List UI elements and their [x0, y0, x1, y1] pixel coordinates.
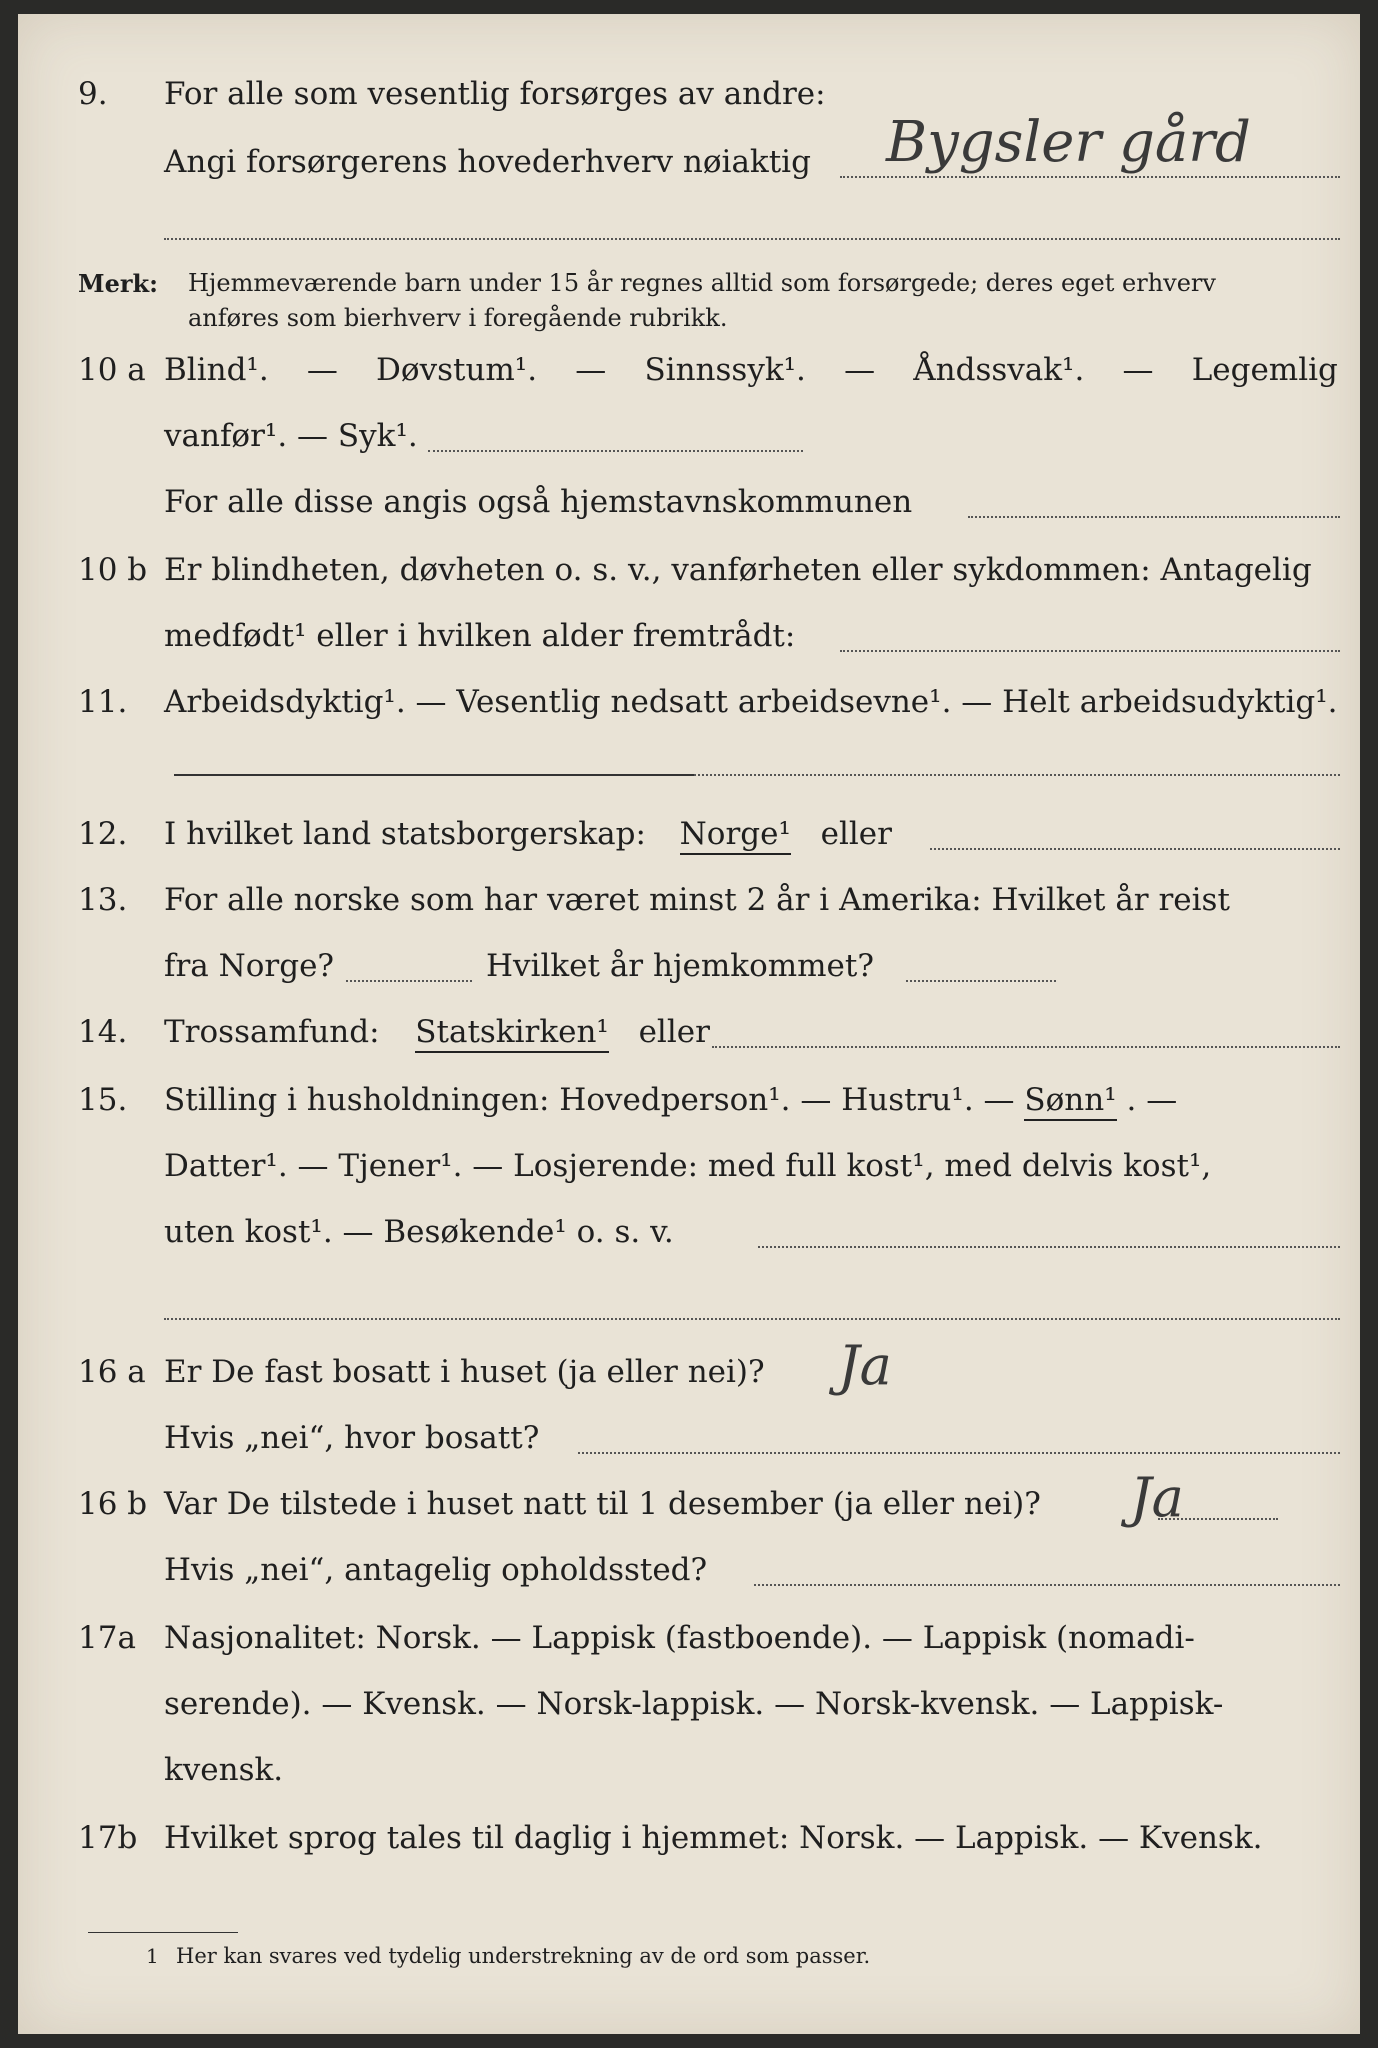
- q15-extra-line[interactable]: [164, 1318, 1340, 1320]
- q16a-bosatt-label: Hvis „nei“, hvor bosatt?: [164, 1420, 540, 1456]
- q13-number: 13.: [78, 882, 128, 918]
- q10a-hometown-label: For alle disse angis også hjemstavnskommunen: [164, 484, 913, 520]
- separator-left: [174, 774, 694, 776]
- q16b-opholdssted-label: Hvis „nei“, antagelig opholdssted?: [164, 1552, 708, 1588]
- q16b-handwritten-answer: Ja: [1130, 1466, 1184, 1529]
- q16b-opholdssted-line[interactable]: [754, 1584, 1340, 1586]
- q16a-number: 16 a: [78, 1354, 146, 1390]
- q16b-answer-line[interactable]: [1158, 1518, 1278, 1520]
- q15-line2: [18, 1148, 1360, 1198]
- q15-question: [164, 1082, 1177, 1118]
- dash: —: [1122, 352, 1154, 388]
- q13-hjemkommet-line[interactable]: [906, 980, 1056, 982]
- q12-prefix: I hvilket land statsborgerskap:: [164, 816, 646, 852]
- option-blind: Blind¹.: [164, 352, 269, 388]
- q10a-number: 10 a: [78, 352, 146, 388]
- q10b-question: Er blindheten, døvheten o. s. v., vanførheten eller sykdommen: Antagelig: [164, 552, 1312, 588]
- q17a-line1: [18, 1620, 1360, 1670]
- merk-text-line1: Hjemmeværende barn under 15 år regnes alltid som forsørgede; deres eget erhverv: [188, 269, 1216, 297]
- q17b-question: Hvilket sprog tales til daglig i hjemmet: Norsk. — Lappisk. — Kvensk.: [164, 1820, 1263, 1856]
- q10a-line3: [18, 484, 1360, 534]
- q12-norge-option[interactable]: Norge¹: [680, 816, 791, 855]
- q9-question: For alle som vesentlig forsørges av andre:: [164, 76, 826, 112]
- dash: —: [844, 352, 876, 388]
- q13-line1: [18, 882, 1360, 932]
- q13-line2: [18, 948, 1360, 998]
- q10a-vanfor-syk: vanfør¹. — Syk¹.: [164, 418, 418, 454]
- q10b-line2: [18, 618, 1360, 668]
- q16a-line1: [18, 1354, 1360, 1404]
- option-dovstum: Døvstum¹.: [376, 352, 538, 388]
- separator-right: [694, 774, 1340, 776]
- q16b-question: Var De tilstede i huset natt til 1 desember (ja eller nei)?: [164, 1486, 1041, 1522]
- option-andssvak: Åndssvak¹.: [913, 352, 1085, 388]
- q10a-hometown-line[interactable]: [968, 516, 1340, 518]
- q14-question: [164, 1014, 710, 1050]
- q12-answer-line[interactable]: [930, 848, 1340, 850]
- q13-question: For alle norske som har været minst 2 år i Amerika: Hvilket år reist: [164, 882, 1230, 918]
- q13-hjemkommet-label: Hvilket år hjemkommet?: [486, 948, 874, 984]
- dash: —: [306, 352, 338, 388]
- q15-sonn-option[interactable]: Sønn¹: [1024, 1082, 1116, 1121]
- q12-number: 12.: [78, 816, 128, 852]
- q9-answer-line[interactable]: [840, 176, 1340, 178]
- q17b-number: 17b: [78, 1820, 138, 1856]
- q13-reist-label: fra Norge?: [164, 948, 335, 984]
- footnote-text: Her kan svares ved tydelig understrekning av de ord som passer.: [176, 1944, 871, 1968]
- q9-provider-label: Angi forsørgerens hovederhverv nøiaktig: [164, 144, 811, 180]
- q11-options: Arbeidsdyktig¹. — Vesentlig nedsatt arbeidsevne¹. — Helt arbeidsudyktig¹.: [164, 684, 1338, 720]
- census-form-page: [18, 14, 1360, 2034]
- merk-label: Merk:: [78, 269, 158, 298]
- q14-answer-line[interactable]: [712, 1046, 1340, 1048]
- q9-number: 9.: [78, 76, 108, 112]
- footnote-rule: [88, 1932, 238, 1933]
- dash: —: [575, 352, 607, 388]
- q9-handwritten-answer: Bygsler gård: [886, 110, 1251, 175]
- q15-line3: [18, 1214, 1360, 1264]
- q12-question: [164, 816, 892, 852]
- q15-number: 15.: [78, 1082, 128, 1118]
- q12-line: [18, 816, 1360, 866]
- q14-prefix: Trossamfund:: [164, 1014, 380, 1050]
- footnote-mark: 1: [146, 1944, 159, 1968]
- q17a-line3: [18, 1752, 1360, 1802]
- q15-line1: [18, 1082, 1360, 1132]
- option-legemlig: Legemlig: [1191, 352, 1338, 388]
- q15-options-line3: uten kost¹. — Besøkende¹ o. s. v.: [164, 1214, 674, 1250]
- option-sinnssyk: Sinnssyk¹.: [644, 352, 806, 388]
- q17a-number: 17a: [78, 1620, 136, 1656]
- q17a-options-line3: kvensk.: [164, 1752, 284, 1788]
- q10b-question-cont: medfødt¹ eller i hvilken alder fremtrådt:: [164, 618, 796, 654]
- q16b-line2: [18, 1552, 1360, 1602]
- merk-text-line2: anføres som bierhverv i foregående rubrikk.: [188, 304, 728, 332]
- q13-reist-line[interactable]: [346, 980, 472, 982]
- q9-extra-line[interactable]: [164, 238, 1340, 240]
- q10a-line1: [18, 352, 1360, 402]
- q14-number: 14.: [78, 1014, 128, 1050]
- q10a-answer-line[interactable]: [428, 450, 803, 452]
- q17a-question: Nasjonalitet: Norsk. — Lappisk (fastboende). — Lappisk (nomadi-: [164, 1620, 1195, 1656]
- q15-dash: . —: [1126, 1082, 1178, 1118]
- q14-suffix: eller: [638, 1014, 710, 1050]
- q17a-line2: [18, 1686, 1360, 1736]
- q17a-options-line2: serende). — Kvensk. — Norsk-lappisk. — Norsk-kvensk. — Lappisk-: [164, 1686, 1224, 1722]
- q14-line: [18, 1014, 1360, 1064]
- q17b-line: [18, 1820, 1360, 1870]
- q12-suffix: eller: [820, 816, 892, 852]
- q10b-number: 10 b: [78, 552, 148, 588]
- q10a-options: [164, 352, 1338, 388]
- q10b-answer-line[interactable]: [840, 650, 1340, 652]
- q16a-question: Er De fast bosatt i huset (ja eller nei)?: [164, 1354, 765, 1390]
- q15-options-line2: Datter¹. — Tjener¹. — Losjerende: med full kost¹, med delvis kost¹,: [164, 1148, 1212, 1184]
- q11-number: 11.: [78, 684, 128, 720]
- q15-answer-line[interactable]: [758, 1246, 1340, 1248]
- q16a-bosatt-line[interactable]: [578, 1452, 1340, 1454]
- q10a-line2: [18, 418, 1360, 468]
- q10b-line1: [18, 552, 1360, 602]
- q14-statskirken-option[interactable]: Statskirken¹: [415, 1014, 609, 1053]
- q16a-line2: [18, 1420, 1360, 1470]
- q16b-number: 16 b: [78, 1486, 148, 1522]
- q16a-handwritten-answer: Ja: [838, 1334, 892, 1397]
- q11-line: [18, 684, 1360, 734]
- q15-prefix: Stilling i husholdningen: Hovedperson¹. — Hustru¹. —: [164, 1082, 1015, 1118]
